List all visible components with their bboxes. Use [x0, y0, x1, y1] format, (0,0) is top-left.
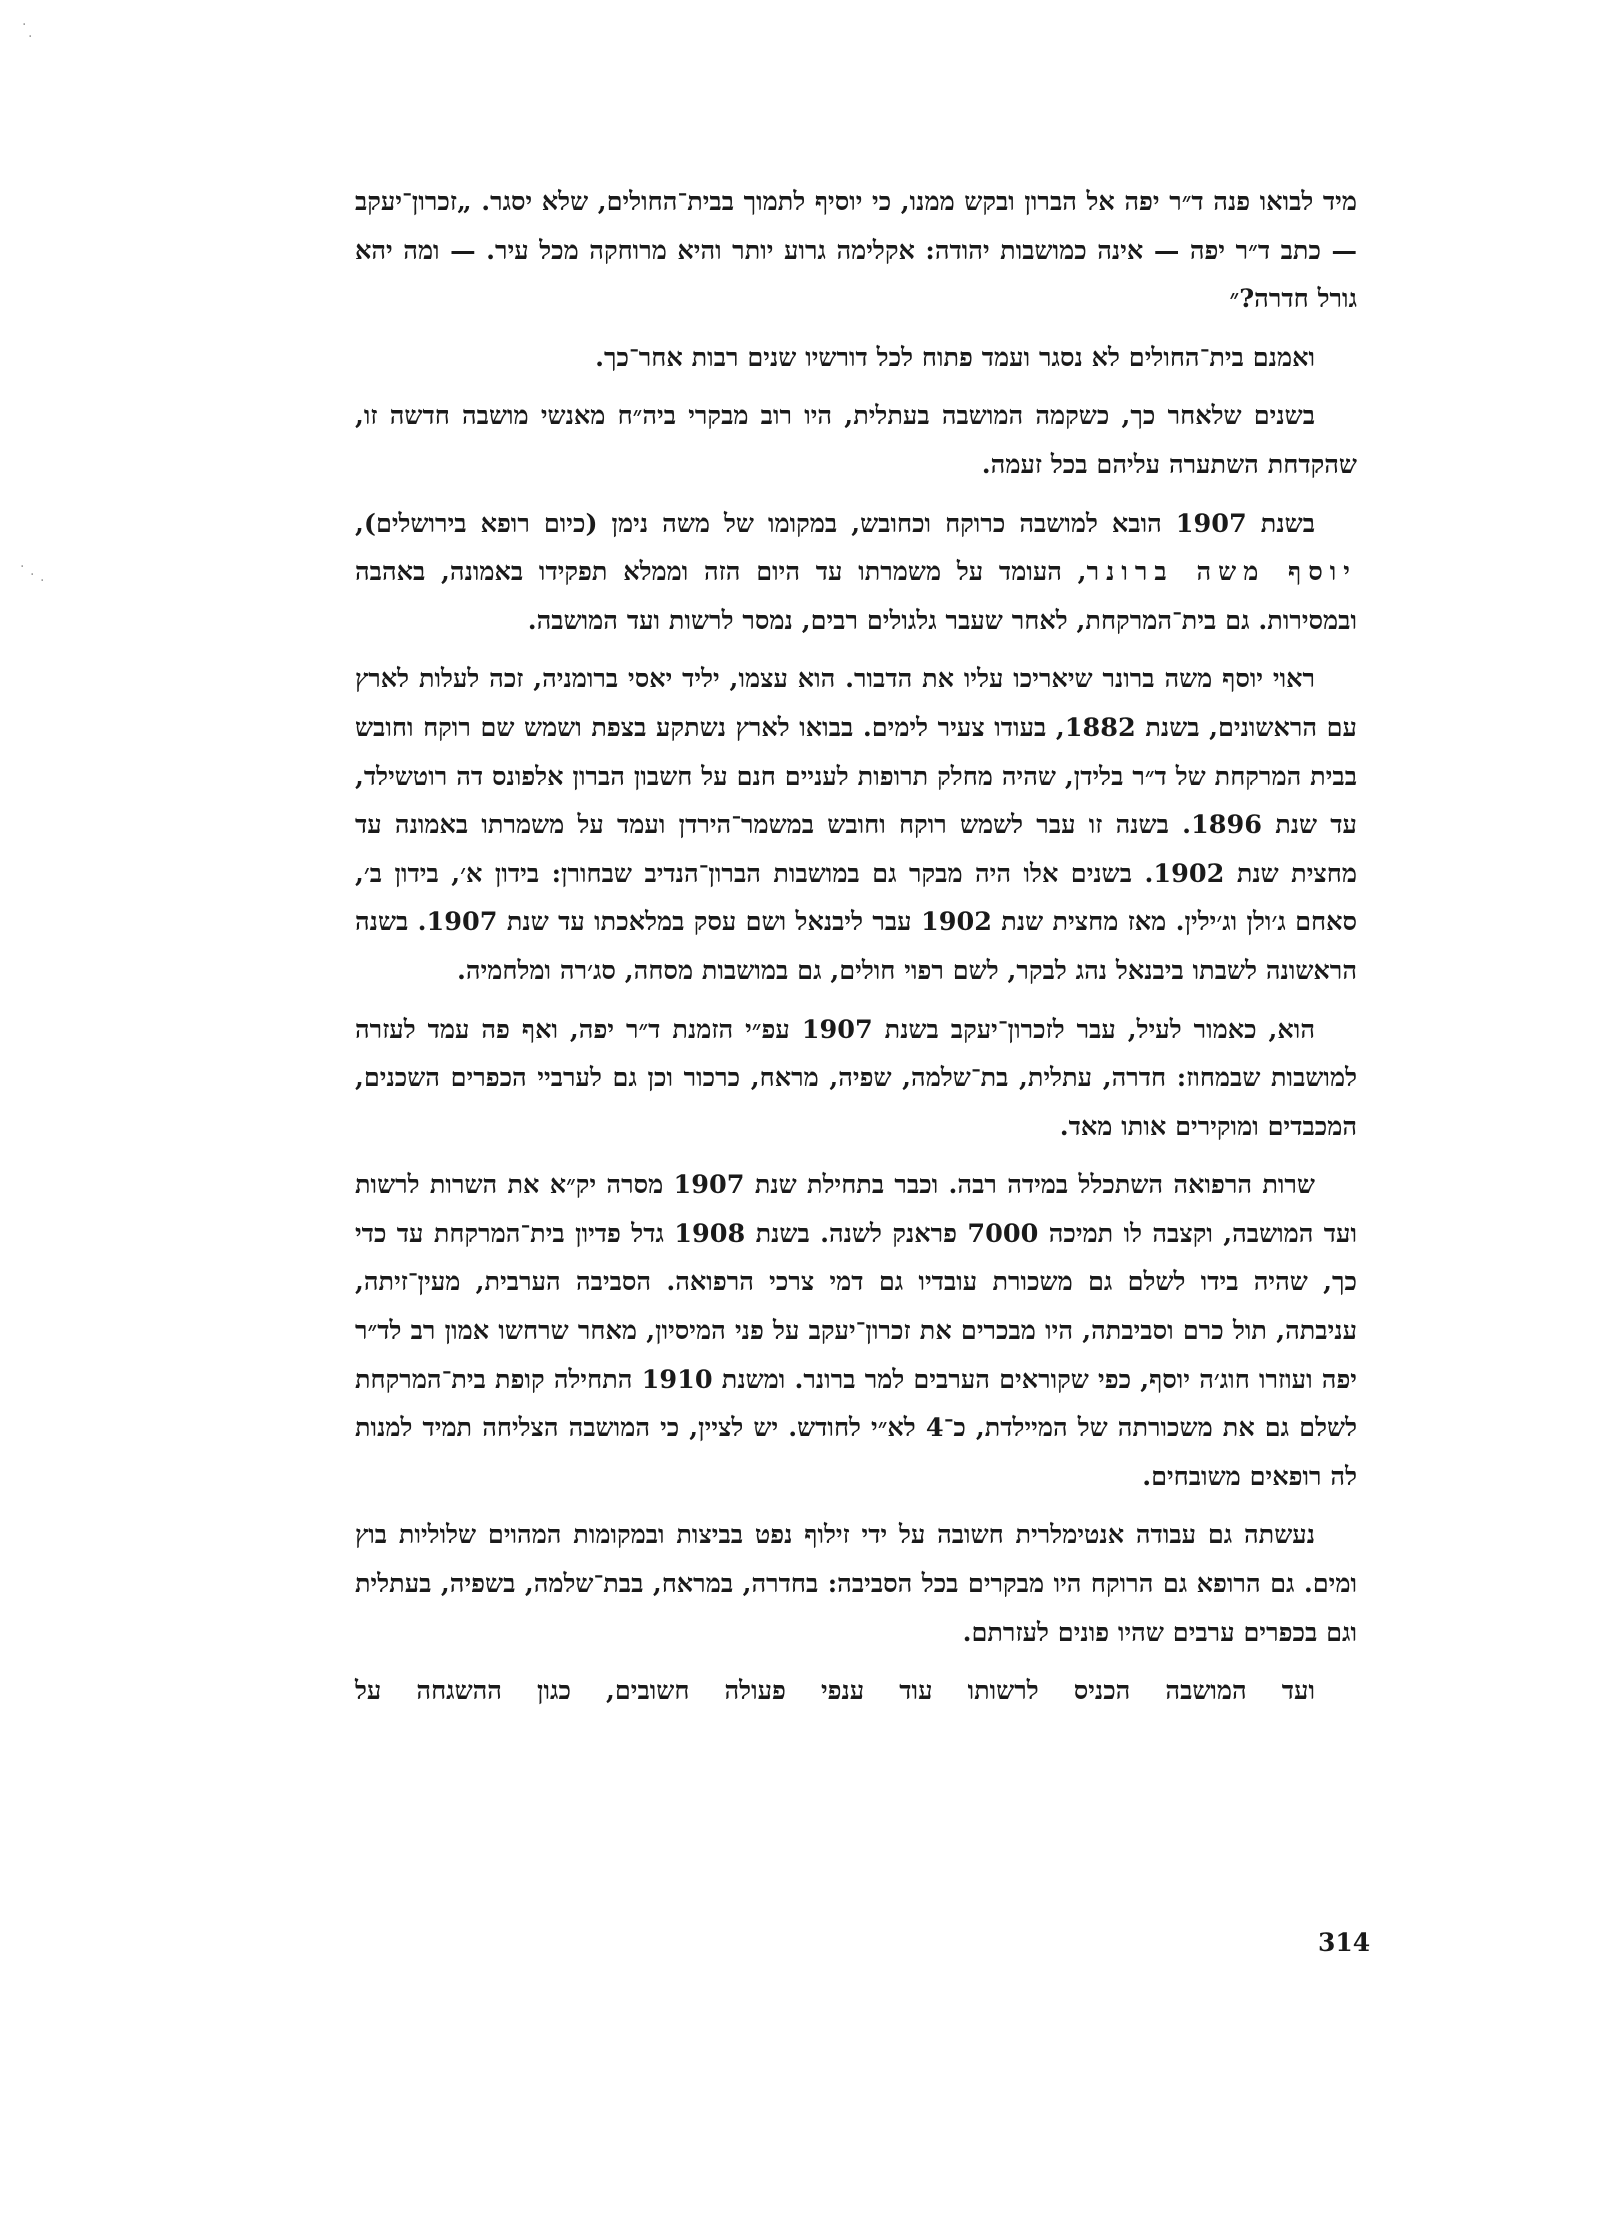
paragraph: ועד המושבה הכניס לרשותו עוד ענפי פעולה חשובים, כגון ההשגחה על [355, 1676, 1315, 1707]
body-text [355, 178, 1357, 1716]
scan-speck: · [20, 559, 25, 575]
paragraph: ראוי יוסף משה ברונר שיאריכו עליו את הדבור. הוא עצמו, יליד יאסי ברומניה, זכה לעלות לארץ עם הראשונים, בשנת 1882, בעודו צעיר לימים. בבואו לארץ נשתקע בצפת ושמש שם רוקח וחובש בבית המרקחת של ד״ר בלידן, שהיה מחלק תרופות לעניים חנם על חשבון הברון אלפונס דה רוטשילד, עד שנת 1896. בשנה זו עבר לשמש רוקח וחובש במשמר־הירדן ועמד על משמרתו באמונה עד מחצית שנת 1902. בשנים אלו היה מבקר גם במושבות הברון־הנדיב שבחורן: בידון א׳, בידון ב׳, סאחם ג׳ולן וג׳ילין. מאז מחצית שנת 1902 עבר ליבנאל ושם עסק במלאכתו עד שנת 1907. בשנה הראשונה לשבתו ביבנאל נהג לבקר, לשם רפוי חולים, גם במושבות מסחה, סג׳רה ומלחמיה. [355, 664, 1357, 986]
paragraph: שרות הרפואה השתכלל במידה רבה. וכבר בתחילת שנת 1907 מסרה יק״א את השרות לרשות ועד המושבה, וקצבה לו תמיכה 7000 פראנק לשנה. בשנת 1908 גדל פדיון בית־המרקחת עד כדי כך, שהיה בידו לשלם גם משכורת עובדיו גם דמי צרכי הרפואה. הסביבה הערבית, מעין־זיתה, עניבתה, תול כרם וסביבתה, היו מבכרים את זכרון־יעקב על פני המיסיון, מאחר שרחשו אמון רב לד״ר יפה ועוזרו חוג׳ה יוסף, כפי שקוראים הערבים למר ברונר. ומשנת 1910 התחילה קופת בית־המרקחת לשלם גם את משכורתה של המיילדת, כ־4 לא״י לחודש. יש לציין, כי המושבה הצליחה תמיד למנות לה רופאים משובחים. [355, 1170, 1358, 1492]
scan-speck: · [22, 17, 27, 33]
paragraph: בשנים שלאחר כך, כשקמה המושבה בעתלית, היו רוב מבקרי ביה״ח מאנשי מושבה חדשה זו, שהקדחת השתערה עליהם בכל זעמה. [355, 401, 1357, 480]
paragraph: הוא, כאמור לעיל, עבר לזכרון־יעקב בשנת 1907 עפ״י הזמנת ד״ר יפה, ואף פה עמד לעזרה למושבות שבמחוז: חדרה, עתלית, בת־שלמה, שפיה, מראח, כרכור וכן גם לערביי הכפרים השכנים, המכבדים ומוקירים אותו מאד. [355, 1014, 1357, 1142]
scan-speck: · [28, 29, 33, 45]
page-number: 314 [1318, 1928, 1371, 1957]
scan-speck: · [40, 573, 45, 589]
paragraph: נעשתה גם עבודה אנטימלרית חשובה על ידי זילוף נפט בביצות ובמקומות המהוים שלוליות בוץ ומים. גם הרופא גם הרוקח היו מבקרים בכל הסביבה: בחדרה, במראח, בבת־שלמה, בשפיה, בעתלית וגם בכפרים ערבים שהיו פונים לעזרתם. [355, 1520, 1357, 1648]
paragraph: מיד לבואו פנה ד״ר יפה אל הברון ובקש ממנו, כי יוסיף לתמוך בבית־החולים, שלא יסגר. „זכרון־יעקב — כתב ד״ר יפה — אינה כמושבות יהודה: אקלימה גרוע יותר והיא מרוחקה מכל עיר. — ומה יהא גורל חדרה?״ [355, 187, 1357, 315]
paragraph-text: בשנת 1907 הובא למושבה כרוקח וכחובש, במקומו של משה נימן (כיום רופא בירושלים), [355, 508, 1315, 539]
paragraph-text: , העומד על משמרתו עד היום הזה וממלא תפקידו באמונה, באהבה ובמסירות. גם בית־המרקחת, לאחר שעבר גלגולים רבים, נמסר לרשות ועד המושבה. [355, 557, 1357, 636]
paragraph [355, 500, 1357, 646]
scan-speck: · [30, 567, 35, 583]
person-name-spaced: יוסף משה ברונר [1086, 557, 1357, 588]
paragraph: ואמנם בית־החולים לא נסגר ועמד פתוח לכל דורשיו שנים רבות אחר־כך. [595, 342, 1315, 373]
